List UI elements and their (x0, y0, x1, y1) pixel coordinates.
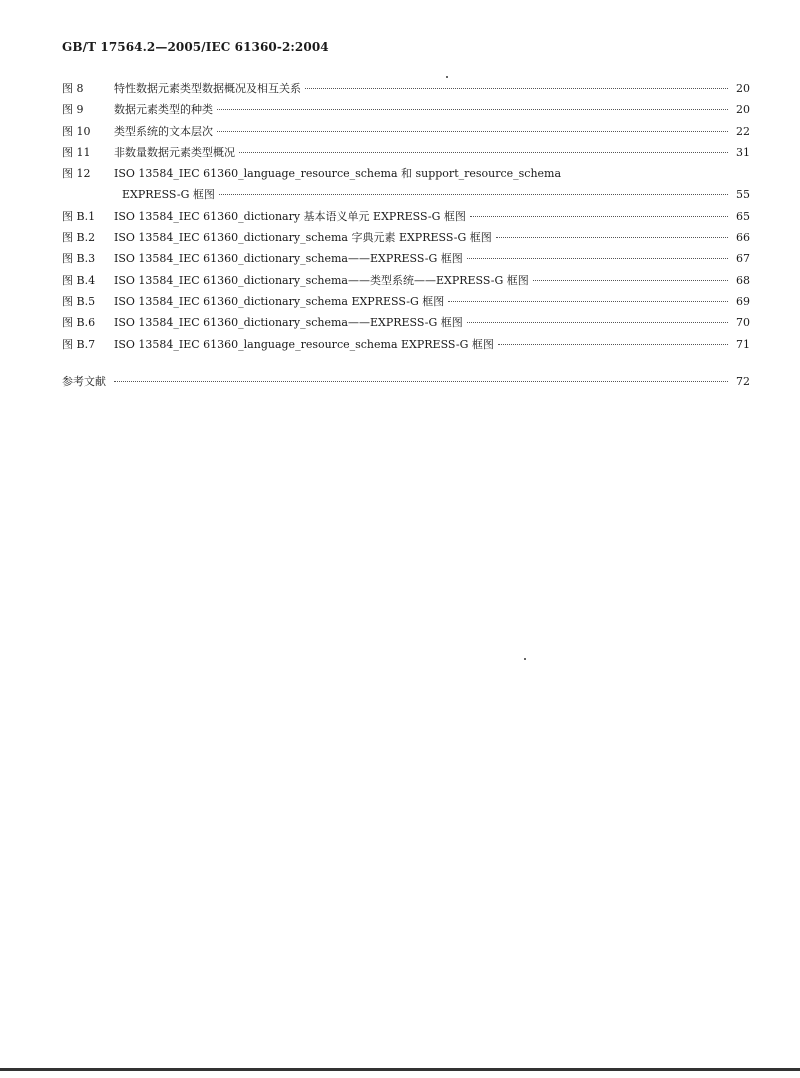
toc-page-number: 66 (736, 231, 750, 245)
toc-entry-fig-b3[interactable] (62, 250, 750, 271)
table-of-figures (62, 80, 750, 394)
toc-label: 图 B.7 (62, 337, 96, 351)
toc-leader-dots (467, 322, 728, 323)
toc-entry-fig-10[interactable] (62, 123, 750, 144)
toc-label: 图 10 (62, 124, 91, 138)
toc-title: 数据元素类型的种类 (114, 103, 213, 117)
toc-entry-fig-11[interactable] (62, 144, 750, 165)
toc-entry-references[interactable] (62, 373, 750, 394)
toc-entry-fig-9[interactable] (62, 101, 750, 122)
toc-title: EXPRESS-G 框图 (122, 188, 215, 202)
toc-leader-dots (470, 216, 728, 217)
scan-speck (524, 658, 526, 660)
toc-entry-fig-8[interactable] (62, 80, 750, 101)
toc-title: ISO 13584_IEC 61360_dictionary 基本语义单元 EXPRESS-G 框图 (114, 209, 466, 223)
toc-title: ISO 13584_IEC 61360_dictionary_schema——类型系统——EXPRESS-G 框图 (114, 273, 529, 287)
toc-entry-fig-b4[interactable] (62, 272, 750, 293)
toc-leader-dots (496, 237, 728, 238)
toc-page-number: 67 (736, 252, 750, 266)
toc-leader-dots (219, 194, 728, 195)
toc-page-number: 69 (736, 294, 750, 308)
toc-entry-fig-12-continued[interactable] (62, 186, 750, 207)
toc-page-number: 70 (736, 316, 750, 330)
toc-title: ISO 13584_IEC 61360_dictionary_schema——EXPRESS-G 框图 (114, 252, 463, 266)
toc-title: 特性数据元素类型数据概况及相互关系 (114, 82, 301, 95)
toc-title: ISO 13584_IEC 61360_dictionary_schema EXPRESS-G 框图 (114, 294, 445, 308)
toc-page-number: 72 (736, 374, 750, 388)
toc-entry-fig-b2[interactable] (62, 229, 750, 250)
toc-label: 图 9 (62, 103, 84, 117)
page-header (62, 40, 329, 54)
toc-page-number: 68 (736, 273, 750, 287)
toc-label: 图 B.4 (62, 273, 96, 287)
toc-leader-dots (467, 258, 728, 259)
scan-speck (446, 76, 448, 78)
toc-page-number: 55 (736, 188, 750, 202)
toc-leader-dots (217, 109, 728, 110)
toc-title: ISO 13584_IEC 61360_language_resource_schema 和 support_resource_schema (114, 167, 562, 181)
standard-id: GB/T 17564.2—2005/IEC 61360-2:2004 (62, 40, 329, 54)
toc-entry-fig-b5[interactable] (62, 293, 750, 314)
toc-label: 图 B.6 (62, 316, 96, 330)
toc-leader-dots (217, 131, 728, 132)
toc-leader-dots (305, 88, 728, 89)
bottom-page-rule (0, 1068, 800, 1071)
toc-label: 图 12 (62, 167, 91, 181)
toc-label: 图 B.2 (62, 231, 96, 245)
toc-leader-dots (239, 152, 728, 153)
toc-leader-dots (114, 381, 728, 382)
toc-label: 图 11 (62, 145, 91, 159)
toc-entry-fig-b1[interactable] (62, 208, 750, 229)
toc-leader-dots (498, 344, 728, 345)
toc-label: 图 B.5 (62, 294, 96, 308)
toc-page-number: 20 (736, 103, 750, 117)
toc-entry-fig-12[interactable] (62, 165, 750, 186)
toc-page-number: 71 (736, 337, 750, 351)
toc-entry-fig-b6[interactable] (62, 314, 750, 335)
toc-title: 非数量数据元素类型概况 (114, 145, 235, 159)
toc-title: ISO 13584_IEC 61360_language_resource_schema EXPRESS-G 框图 (114, 337, 494, 351)
toc-title: 参考文献 (62, 374, 106, 388)
toc-leader-dots (533, 280, 728, 281)
toc-title: ISO 13584_IEC 61360_dictionary_schema 字典元素 EXPRESS-G 框图 (114, 231, 492, 245)
toc-page-number: 65 (736, 209, 750, 223)
toc-page-number: 31 (736, 145, 750, 159)
toc-label: 图 B.1 (62, 209, 96, 223)
toc-leader-dots (448, 301, 728, 302)
toc-title: ISO 13584_IEC 61360_dictionary_schema——EXPRESS-G 框图 (114, 316, 463, 330)
toc-entry-fig-b7[interactable] (62, 336, 750, 357)
toc-label: 图 8 (62, 82, 84, 95)
toc-label: 图 B.3 (62, 252, 96, 266)
toc-page-number: 20 (736, 82, 750, 95)
toc-title: 类型系统的文本层次 (114, 124, 213, 138)
toc-page-number: 22 (736, 124, 750, 138)
